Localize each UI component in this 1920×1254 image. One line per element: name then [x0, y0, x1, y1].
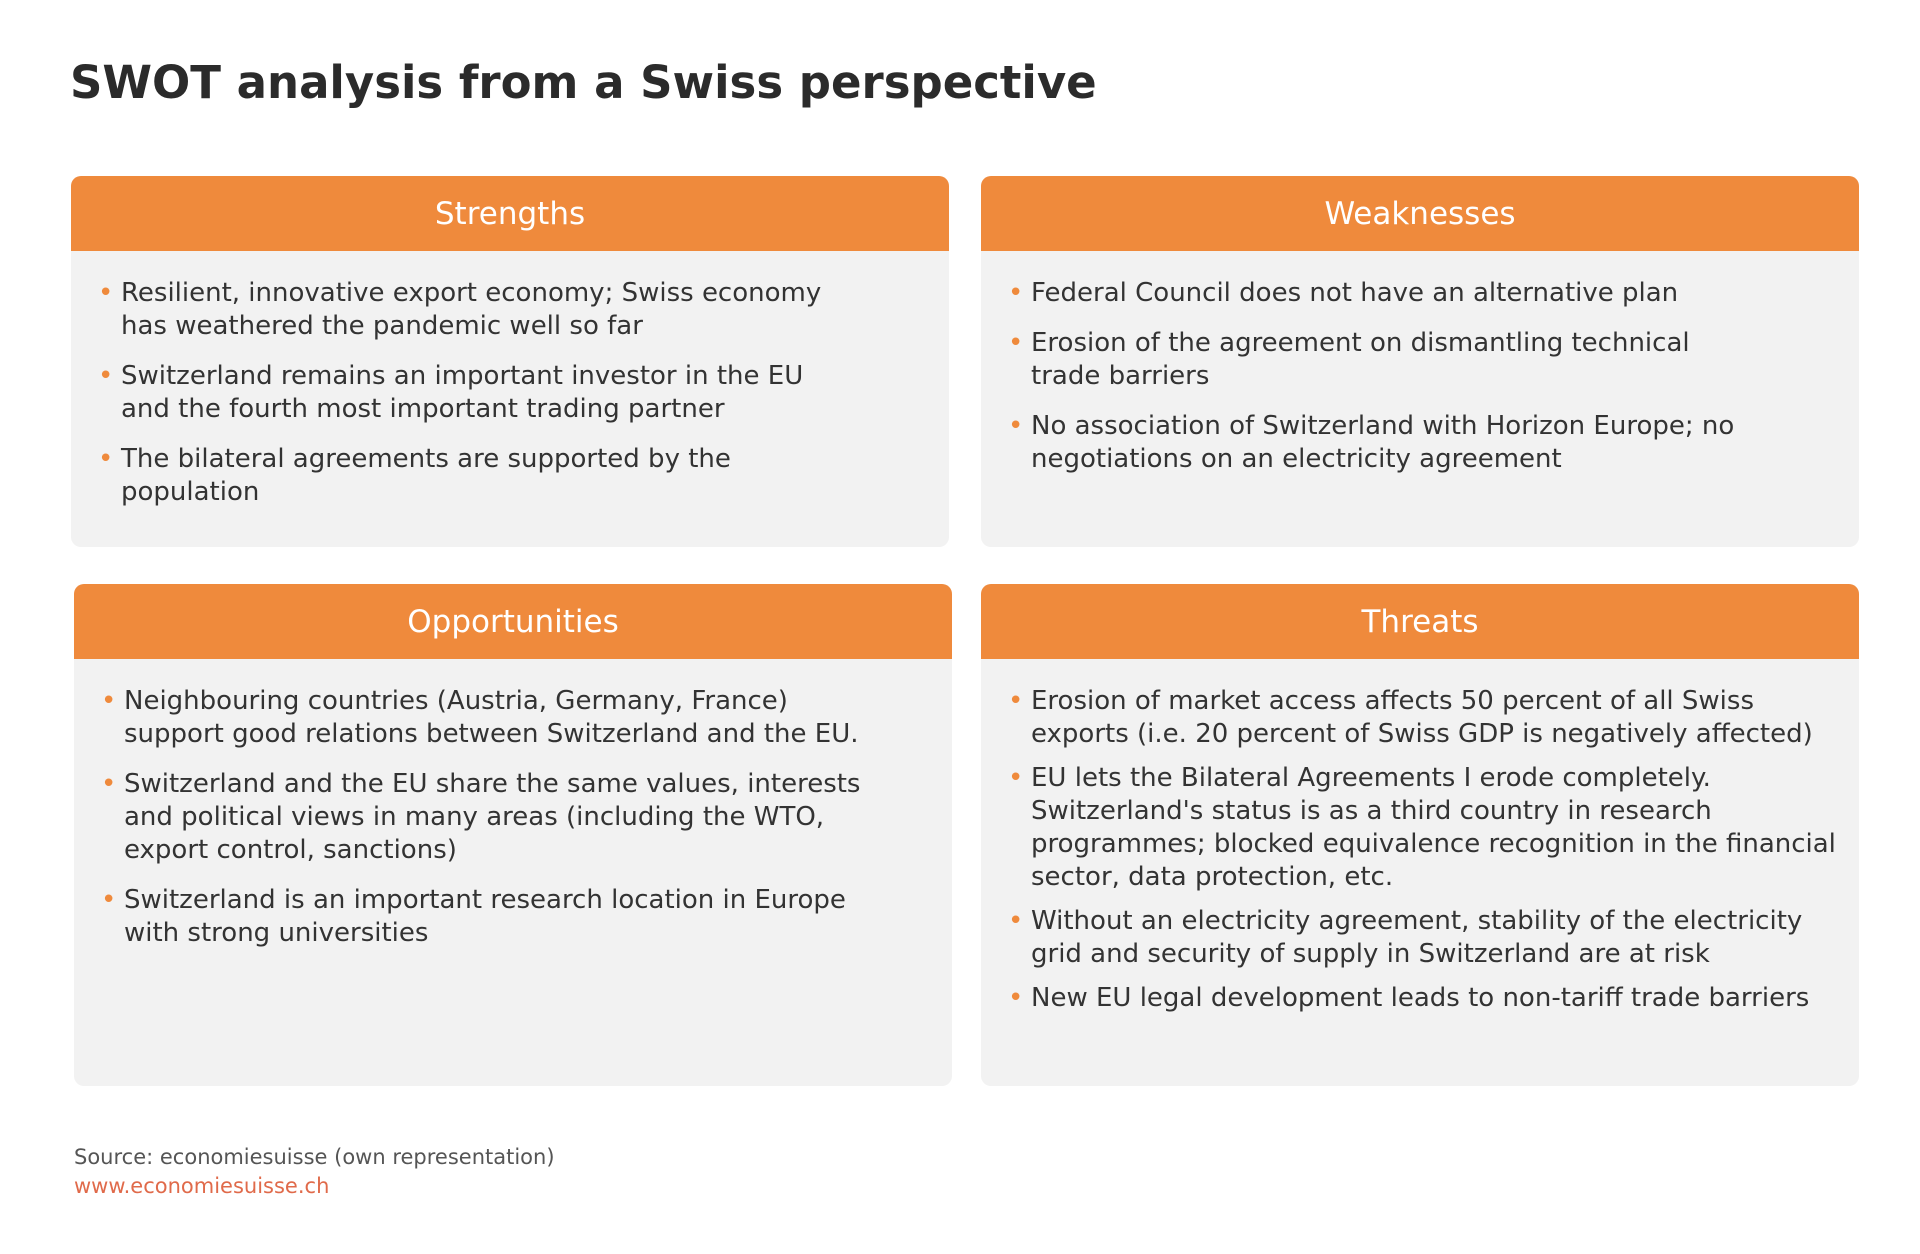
opportunities-box: [74, 584, 952, 1086]
weaknesses-item: [1008, 410, 1739, 476]
bullet-icon: •: [101, 769, 117, 799]
threats-item-text: EU lets the Bilateral Agreements I erode completely. Switzerland's status is as a third country in research programmes; blocked equivalence recognition in the financial sector, data protection, etc.: [1031, 763, 1836, 892]
strengths-list: [71, 251, 949, 509]
opportunities-list: [74, 659, 952, 950]
threats-list: [981, 659, 1859, 1015]
opportunities-item-text: Neighbouring countries (Austria, Germany, France) support good relations between Switzerland and the EU.: [124, 686, 859, 749]
bullet-icon: •: [1008, 763, 1024, 793]
opportunities-item-text: Switzerland and the EU share the same values, interests and political views in many areas (including the WTO, export control, sanctions): [124, 769, 861, 865]
threats-item: [1008, 982, 1849, 1015]
weaknesses-item: [1008, 277, 1739, 310]
weaknesses-item-text: Erosion of the agreement on dismantling technical trade barriers: [1031, 328, 1690, 391]
weaknesses-item-text: Federal Council does not have an alternative plan: [1031, 278, 1679, 308]
weaknesses-list: [981, 251, 1859, 476]
weaknesses-box: [981, 176, 1859, 547]
bullet-icon: •: [98, 278, 114, 308]
strengths-item: [98, 443, 859, 509]
strengths-item-text: The bilateral agreements are supported by the population: [121, 444, 731, 507]
bullet-icon: •: [98, 361, 114, 391]
opportunities-item-text: Switzerland is an important research location in Europe with strong universities: [124, 885, 846, 948]
bullet-icon: •: [101, 686, 117, 716]
page-title: SWOT analysis from a Swiss perspective: [70, 56, 1097, 109]
strengths-item-text: Switzerland remains an important investor in the EU and the fourth most important trading partner: [121, 361, 804, 424]
bullet-icon: •: [1008, 411, 1024, 441]
strengths-heading: Strengths: [71, 176, 949, 251]
bullet-icon: •: [1008, 328, 1024, 358]
strengths-item: [98, 277, 859, 343]
threats-box: [981, 584, 1859, 1086]
threats-item-text: Without an electricity agreement, stability of the electricity grid and security of supply in Switzerland are at risk: [1031, 906, 1803, 969]
bullet-icon: •: [101, 885, 117, 915]
strengths-box: [71, 176, 949, 547]
threats-item: [1008, 905, 1849, 971]
source-link[interactable]: www.economiesuisse.ch: [74, 1174, 330, 1198]
threats-item: [1008, 685, 1849, 751]
weaknesses-heading: Weaknesses: [981, 176, 1859, 251]
threats-item-text: Erosion of market access affects 50 percent of all Swiss exports (i.e. 20 percent of Swiss GDP is negatively affected): [1031, 686, 1813, 749]
strengths-item-text: Resilient, innovative export economy; Swiss economy has weathered the pandemic well so far: [121, 278, 822, 341]
source-note: Source: economiesuisse (own representation): [74, 1145, 555, 1169]
weaknesses-item-text: No association of Switzerland with Horizon Europe; no negotiations on an electricity agreement: [1031, 411, 1735, 474]
bullet-icon: •: [1008, 906, 1024, 936]
bullet-icon: •: [1008, 983, 1024, 1013]
weaknesses-item: [1008, 327, 1739, 393]
threats-item-text: New EU legal development leads to non-tariff trade barriers: [1031, 983, 1810, 1013]
bullet-icon: •: [1008, 278, 1024, 308]
strengths-item: [98, 360, 859, 426]
bullet-icon: •: [1008, 686, 1024, 716]
opportunities-heading: Opportunities: [74, 584, 952, 659]
threats-item: [1008, 762, 1849, 894]
opportunities-item: [101, 685, 882, 751]
opportunities-item: [101, 768, 882, 867]
opportunities-item: [101, 884, 882, 950]
threats-heading: Threats: [981, 584, 1859, 659]
bullet-icon: •: [98, 444, 114, 474]
